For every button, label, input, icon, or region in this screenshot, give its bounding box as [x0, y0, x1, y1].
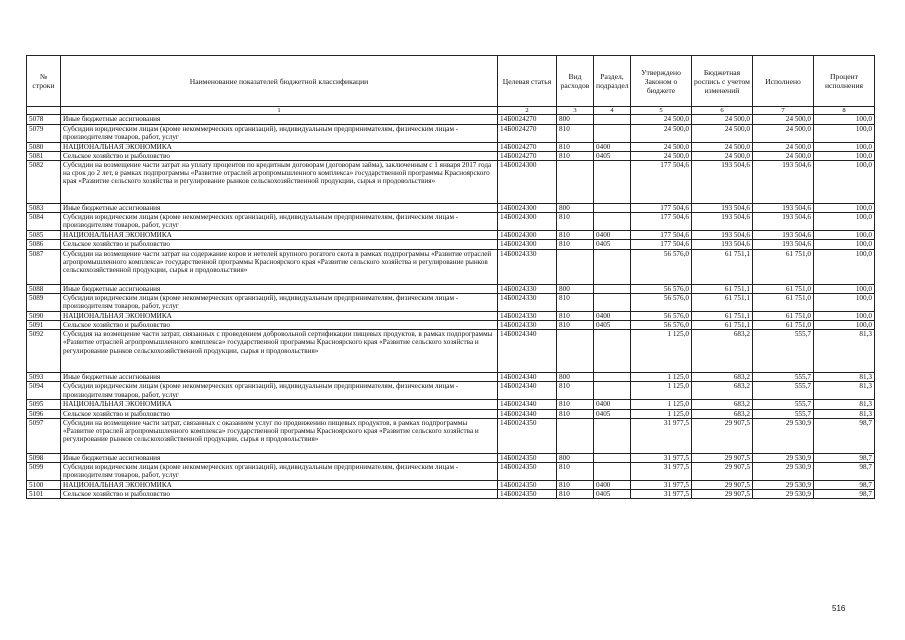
target-article: 14Б0024270 [498, 124, 557, 142]
approved-amount: 31 977,5 [631, 418, 692, 453]
executed-amount: 193 504,6 [753, 231, 814, 240]
approved-amount: 31 977,5 [631, 463, 692, 481]
column-number: 3 [557, 107, 594, 115]
indicator-name: Иные бюджетные ассигнования [61, 453, 498, 462]
expense-type: 800 [557, 284, 594, 293]
budget-amount: 683,2 [692, 409, 753, 418]
execution-percent: 98,7 [814, 463, 875, 481]
header-section: Раздел, подраздел [594, 56, 631, 107]
row-number: 5080 [27, 142, 61, 151]
row-number: 5093 [27, 373, 61, 382]
row-number: 5098 [27, 453, 61, 462]
approved-amount: 31 977,5 [631, 453, 692, 462]
table-row [27, 330, 875, 373]
execution-percent: 81,3 [814, 409, 875, 418]
row-number: 5081 [27, 151, 61, 160]
row-number: 5085 [27, 231, 61, 240]
budget-table [26, 55, 875, 499]
row-number: 5100 [27, 481, 61, 490]
target-article: 14Б0024300 [498, 204, 557, 213]
approved-amount: 56 576,0 [631, 249, 692, 284]
target-article: 14Б0024300 [498, 240, 557, 249]
expense-type: 810 [557, 321, 594, 330]
target-article: 14Б0024350 [498, 453, 557, 462]
indicator-name: НАЦИОНАЛЬНАЯ ЭКОНОМИКА [61, 481, 498, 490]
execution-percent: 100,0 [814, 151, 875, 160]
approved-amount: 1 125,0 [631, 330, 692, 373]
column-number: 7 [753, 107, 814, 115]
row-number: 5078 [27, 115, 61, 124]
executed-amount: 555,7 [753, 330, 814, 373]
table-row [27, 161, 875, 204]
table-row [27, 400, 875, 409]
table-row [27, 373, 875, 382]
section-code [594, 204, 631, 213]
approved-amount: 56 576,0 [631, 311, 692, 320]
table-row [27, 490, 875, 499]
indicator-name: Иные бюджетные ассигнования [61, 284, 498, 293]
execution-percent: 100,0 [814, 240, 875, 249]
section-code [594, 284, 631, 293]
approved-amount: 1 125,0 [631, 400, 692, 409]
header-percent: Процент исполнения [814, 56, 875, 107]
target-article: 14Б0024330 [498, 293, 557, 311]
execution-percent: 98,7 [814, 481, 875, 490]
section-code: 0400 [594, 400, 631, 409]
header-expense-type: Вид расходов [557, 56, 594, 107]
approved-amount: 1 125,0 [631, 409, 692, 418]
indicator-name: Субсидии юридическим лицам (кроме некоммерческих организаций), индивидуальным предпринимателям, физическим лицам - производителям товаров, работ, услуг [61, 213, 498, 231]
indicator-name: Сельское хозяйство и рыболовство [61, 490, 498, 499]
row-number: 5092 [27, 330, 61, 373]
execution-percent: 100,0 [814, 204, 875, 213]
table-row [27, 115, 875, 124]
section-code [594, 330, 631, 373]
expense-type: 800 [557, 204, 594, 213]
section-code: 0405 [594, 409, 631, 418]
expense-type: 810 [557, 231, 594, 240]
executed-amount: 29 530,9 [753, 418, 814, 453]
expense-type: 800 [557, 115, 594, 124]
execution-percent: 81,3 [814, 330, 875, 373]
executed-amount: 61 751,0 [753, 311, 814, 320]
target-article: 14Б0024300 [498, 231, 557, 240]
row-number: 5083 [27, 204, 61, 213]
header-budget-schedule: Бюджетная роспись с учетом изменений [692, 56, 753, 107]
approved-amount: 177 504,6 [631, 204, 692, 213]
target-article: 14Б0024270 [498, 151, 557, 160]
target-article: 14Б0024340 [498, 382, 557, 400]
expense-type: 810 [557, 142, 594, 151]
expense-type: 810 [557, 382, 594, 400]
row-number: 5087 [27, 249, 61, 284]
target-article: 14Б0024270 [498, 115, 557, 124]
executed-amount: 29 530,9 [753, 463, 814, 481]
target-article: 14Б0024270 [498, 142, 557, 151]
expense-type: 810 [557, 240, 594, 249]
budget-amount: 61 751,1 [692, 284, 753, 293]
target-article: 14Б0024330 [498, 311, 557, 320]
approved-amount: 24 500,0 [631, 124, 692, 142]
execution-percent: 100,0 [814, 284, 875, 293]
section-code: 0405 [594, 490, 631, 499]
header-executed: Исполнено [753, 56, 814, 107]
executed-amount: 24 500,0 [753, 124, 814, 142]
row-number: 5097 [27, 418, 61, 453]
executed-amount: 29 530,9 [753, 481, 814, 490]
approved-amount: 1 125,0 [631, 382, 692, 400]
expense-type: 810 [557, 490, 594, 499]
indicator-name: НАЦИОНАЛЬНАЯ ЭКОНОМИКА [61, 311, 498, 320]
budget-amount: 683,2 [692, 382, 753, 400]
target-article: 14Б0024350 [498, 418, 557, 453]
header-row-number: № строки [27, 56, 61, 107]
executed-amount: 193 504,6 [753, 161, 814, 204]
expense-type: 810 [557, 213, 594, 231]
header-approved: Утверждено Законом о бюджете [631, 56, 692, 107]
row-number: 5086 [27, 240, 61, 249]
section-code [594, 418, 631, 453]
target-article: 14Б0024340 [498, 330, 557, 373]
column-number: 6 [692, 107, 753, 115]
header-target-article: Целевая статья [498, 56, 557, 107]
section-code [594, 161, 631, 204]
target-article: 14Б0024330 [498, 249, 557, 284]
table-row [27, 453, 875, 462]
row-number: 5099 [27, 463, 61, 481]
section-code: 0400 [594, 231, 631, 240]
table-row [27, 382, 875, 400]
budget-amount: 24 500,0 [692, 115, 753, 124]
section-code: 0405 [594, 240, 631, 249]
header-indicator-name: Наименование показателей бюджетной классификации [61, 56, 498, 107]
execution-percent: 98,7 [814, 453, 875, 462]
indicator-name: Сельское хозяйство и рыболовство [61, 240, 498, 249]
budget-amount: 61 751,1 [692, 311, 753, 320]
column-number: 8 [814, 107, 875, 115]
indicator-name: НАЦИОНАЛЬНАЯ ЭКОНОМИКА [61, 231, 498, 240]
executed-amount: 61 751,0 [753, 249, 814, 284]
budget-amount: 193 504,6 [692, 240, 753, 249]
approved-amount: 1 125,0 [631, 373, 692, 382]
execution-percent: 98,7 [814, 418, 875, 453]
section-code: 0400 [594, 142, 631, 151]
section-code [594, 453, 631, 462]
execution-percent: 100,0 [814, 311, 875, 320]
row-number: 5090 [27, 311, 61, 320]
execution-percent: 100,0 [814, 249, 875, 284]
approved-amount: 177 504,6 [631, 213, 692, 231]
budget-amount: 193 504,6 [692, 231, 753, 240]
execution-percent: 81,3 [814, 400, 875, 409]
expense-type: 810 [557, 481, 594, 490]
table-row [27, 142, 875, 151]
table-row [27, 409, 875, 418]
indicator-name: Иные бюджетные ассигнования [61, 373, 498, 382]
table-row [27, 231, 875, 240]
expense-type: 810 [557, 151, 594, 160]
indicator-name: НАЦИОНАЛЬНАЯ ЭКОНОМИКА [61, 142, 498, 151]
budget-amount: 61 751,1 [692, 321, 753, 330]
table-row [27, 124, 875, 142]
expense-type: 800 [557, 373, 594, 382]
execution-percent: 100,0 [814, 293, 875, 311]
approved-amount: 177 504,6 [631, 161, 692, 204]
executed-amount: 24 500,0 [753, 151, 814, 160]
approved-amount: 24 500,0 [631, 115, 692, 124]
indicator-name: Субсидии на возмещение части затрат на уплату процентов по кредитным договорам (договорам займа), заключенным с 1 января 2017 года на срок до 2 лет, в рамках подпрограммы «Развитие отраслей агропромышленного комплекса» государственной программы Красноярского края «Развитие сельского хозяйства и регулирование рынков сельскохозяйственной продукции, сырья и продовольствия» [61, 161, 498, 204]
indicator-name: Сельское хозяйство и рыболовство [61, 151, 498, 160]
indicator-name: Субсидии на возмещение части затрат, связанных с оказанием услуг по продвижению пищевых продуктов, в рамках подпрограммы «Развитие отраслей агропромышленного комплекса» государственной программы Красноярского края «Развитие сельского хозяйства и регулирование рынков сельскохозяйственной продукции, сырья и продовольствия» [61, 418, 498, 453]
indicator-name: НАЦИОНАЛЬНАЯ ЭКОНОМИКА [61, 400, 498, 409]
page-number: 516 [832, 604, 846, 613]
execution-percent: 100,0 [814, 142, 875, 151]
table-row [27, 311, 875, 320]
row-number: 5079 [27, 124, 61, 142]
column-number: 1 [61, 107, 498, 115]
table-row [27, 249, 875, 284]
table-header-row [27, 56, 875, 107]
expense-type: 810 [557, 293, 594, 311]
expense-type [557, 330, 594, 373]
execution-percent: 81,3 [814, 373, 875, 382]
execution-percent: 81,3 [814, 382, 875, 400]
indicator-name: Иные бюджетные ассигнования [61, 115, 498, 124]
executed-amount: 193 504,6 [753, 204, 814, 213]
target-article: 14Б0024340 [498, 373, 557, 382]
execution-percent: 100,0 [814, 124, 875, 142]
execution-percent: 98,7 [814, 490, 875, 499]
budget-amount: 683,2 [692, 373, 753, 382]
section-code [594, 213, 631, 231]
row-number: 5091 [27, 321, 61, 330]
budget-amount: 24 500,0 [692, 142, 753, 151]
budget-amount: 193 504,6 [692, 213, 753, 231]
indicator-name: Субсидии юридическим лицам (кроме некоммерческих организаций), индивидуальным предпринимателям, физическим лицам - производителям товаров, работ, услуг [61, 124, 498, 142]
table-body [27, 115, 875, 499]
table-row [27, 151, 875, 160]
target-article: 14Б0024340 [498, 409, 557, 418]
row-number: 5082 [27, 161, 61, 204]
row-number: 5096 [27, 409, 61, 418]
indicator-name: Сельское хозяйство и рыболовство [61, 409, 498, 418]
section-code [594, 249, 631, 284]
indicator-name: Субсидии юридическим лицам (кроме некоммерческих организаций), индивидуальным предпринимателям, физическим лицам - производителям товаров, работ, услуг [61, 463, 498, 481]
table-row [27, 284, 875, 293]
table-row [27, 213, 875, 231]
budget-amount: 683,2 [692, 330, 753, 373]
approved-amount: 31 977,5 [631, 490, 692, 499]
target-article: 14Б0024330 [498, 284, 557, 293]
target-article: 14Б0024350 [498, 481, 557, 490]
budget-amount: 193 504,6 [692, 204, 753, 213]
executed-amount: 29 530,9 [753, 453, 814, 462]
table-row [27, 204, 875, 213]
section-code [594, 382, 631, 400]
section-code [594, 115, 631, 124]
approved-amount: 177 504,6 [631, 240, 692, 249]
section-code [594, 373, 631, 382]
approved-amount: 56 576,0 [631, 293, 692, 311]
column-number-row [27, 107, 875, 115]
column-number: 5 [631, 107, 692, 115]
execution-percent: 100,0 [814, 115, 875, 124]
budget-amount: 61 751,1 [692, 249, 753, 284]
table-row [27, 418, 875, 453]
section-code [594, 124, 631, 142]
indicator-name: Субсидии юридическим лицам (кроме некоммерческих организаций), индивидуальным предпринимателям, физическим лицам - производителям товаров, работ, услуг [61, 293, 498, 311]
target-article: 14Б0024300 [498, 161, 557, 204]
approved-amount: 56 576,0 [631, 284, 692, 293]
expense-type: 810 [557, 311, 594, 320]
indicator-name: Субсидия на возмещение части затрат, связанных с проведением добровольной сертификации пищевых продуктов, в рамках подпрограммы «Развитие отраслей агропромышленного комплекса» государственной программы Красноярского края «Развитие сельского хозяйства и регулирование рынков сельскохозяйственной продукции, сырья и продовольствия» [61, 330, 498, 373]
executed-amount: 555,7 [753, 400, 814, 409]
target-article: 14Б0024350 [498, 463, 557, 481]
execution-percent: 100,0 [814, 161, 875, 204]
budget-amount: 29 907,5 [692, 463, 753, 481]
section-code: 0405 [594, 151, 631, 160]
budget-amount: 29 907,5 [692, 418, 753, 453]
row-number: 5101 [27, 490, 61, 499]
column-number: 4 [594, 107, 631, 115]
budget-amount: 29 907,5 [692, 490, 753, 499]
column-number [27, 107, 61, 115]
executed-amount: 61 751,0 [753, 321, 814, 330]
expense-type: 800 [557, 453, 594, 462]
expense-type: 810 [557, 124, 594, 142]
execution-percent: 100,0 [814, 231, 875, 240]
approved-amount: 177 504,6 [631, 231, 692, 240]
approved-amount: 24 500,0 [631, 151, 692, 160]
indicator-name: Субсидии юридическим лицам (кроме некоммерческих организаций), индивидуальным предпринимателям, физическим лицам - производителям товаров, работ, услуг [61, 382, 498, 400]
expense-type: 810 [557, 463, 594, 481]
executed-amount: 555,7 [753, 409, 814, 418]
column-number: 2 [498, 107, 557, 115]
section-code [594, 463, 631, 481]
budget-amount: 61 751,1 [692, 293, 753, 311]
indicator-name: Сельское хозяйство и рыболовство [61, 321, 498, 330]
approved-amount: 56 576,0 [631, 321, 692, 330]
expense-type: 810 [557, 409, 594, 418]
executed-amount: 193 504,6 [753, 213, 814, 231]
section-code: 0405 [594, 321, 631, 330]
execution-percent: 100,0 [814, 213, 875, 231]
budget-amount: 24 500,0 [692, 151, 753, 160]
row-number: 5089 [27, 293, 61, 311]
row-number: 5094 [27, 382, 61, 400]
indicator-name: Иные бюджетные ассигнования [61, 204, 498, 213]
indicator-name: Субсидии на возмещение части затрат на содержание коров и нетелей крупного рогатого скота в рамках подпрограммы «Развитие отраслей агропромышленного комплекса» государственной программы Красноярского края «Развитие сельского хозяйства и регулирование рынков сельскохозяйственной продукции, сырья и продовольствия» [61, 249, 498, 284]
section-code: 0400 [594, 481, 631, 490]
table-row [27, 481, 875, 490]
executed-amount: 29 530,9 [753, 490, 814, 499]
approved-amount: 31 977,5 [631, 481, 692, 490]
table-row [27, 321, 875, 330]
executed-amount: 24 500,0 [753, 142, 814, 151]
executed-amount: 193 504,6 [753, 240, 814, 249]
executed-amount: 555,7 [753, 373, 814, 382]
target-article: 14Б0024330 [498, 321, 557, 330]
target-article: 14Б0024350 [498, 490, 557, 499]
budget-amount: 24 500,0 [692, 124, 753, 142]
table-row [27, 293, 875, 311]
budget-amount: 683,2 [692, 400, 753, 409]
executed-amount: 61 751,0 [753, 293, 814, 311]
row-number: 5095 [27, 400, 61, 409]
section-code [594, 293, 631, 311]
target-article: 14Б0024340 [498, 400, 557, 409]
row-number: 5084 [27, 213, 61, 231]
approved-amount: 24 500,0 [631, 142, 692, 151]
budget-amount: 29 907,5 [692, 453, 753, 462]
execution-percent: 100,0 [814, 321, 875, 330]
executed-amount: 24 500,0 [753, 115, 814, 124]
executed-amount: 61 751,0 [753, 284, 814, 293]
table-row [27, 240, 875, 249]
expense-type [557, 418, 594, 453]
budget-amount: 29 907,5 [692, 481, 753, 490]
target-article: 14Б0024300 [498, 213, 557, 231]
row-number: 5088 [27, 284, 61, 293]
expense-type [557, 161, 594, 204]
section-code: 0400 [594, 311, 631, 320]
executed-amount: 555,7 [753, 382, 814, 400]
expense-type [557, 249, 594, 284]
budget-amount: 193 504,6 [692, 161, 753, 204]
expense-type: 810 [557, 400, 594, 409]
table-row [27, 463, 875, 481]
